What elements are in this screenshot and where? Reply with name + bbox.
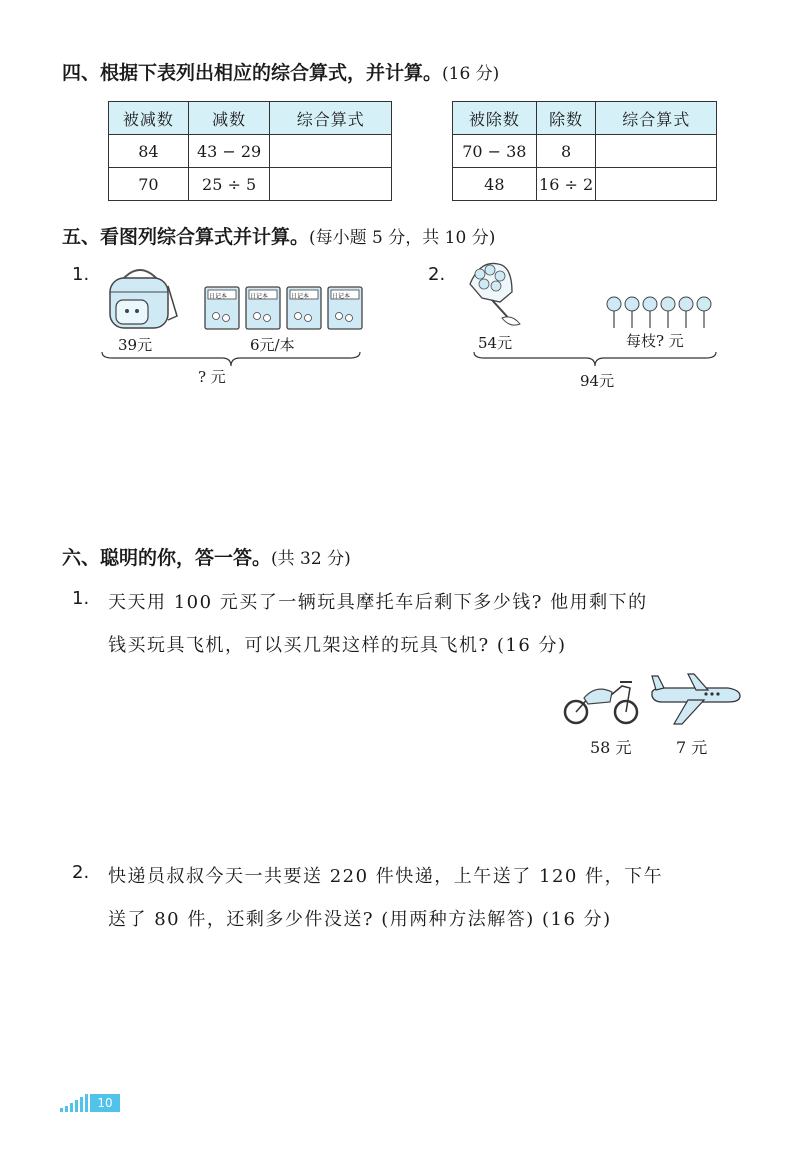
table-row [109,168,392,201]
table-header: 被减数 [109,102,189,135]
backpack-price: 39元 [118,336,153,354]
q5-1-total: ? 元 [198,368,226,386]
subtraction-table [108,101,392,201]
answer-cell[interactable] [270,168,392,201]
notebook-cover-label: 日记本 [209,293,228,300]
table-cell: 84 [109,135,189,168]
total-brace-icon [472,350,718,370]
section4-points: (16 分) [442,64,500,84]
table-cell: 48 [453,168,537,201]
table-header: 除数 [536,102,596,135]
page-bars-icon [60,1094,90,1112]
total-brace-icon [100,350,362,370]
q6-1-line1: 天天用 100 元买了一辆玩具摩托车后剩下多少钱? 他用剩下的 [108,592,648,613]
flower-price: 每枝? 元 [626,332,684,350]
division-table [452,101,717,201]
table-header: 综合算式 [596,102,717,135]
section4-heading [62,58,499,85]
table-row [453,135,717,168]
airplane-price: 7 元 [676,738,708,757]
answer-cell[interactable] [270,135,392,168]
answer-cell[interactable] [596,135,717,168]
section5-heading [62,222,495,249]
notebook-group [204,286,364,330]
q6-2-number: 2. [72,862,90,883]
motorcycle-price: 58 元 [590,738,632,757]
flowers-icon [604,294,716,330]
table-cell: 16 ÷ 2 [536,168,596,201]
motorcycle-icon [560,676,644,728]
notebook-cover-label: 日记本 [291,293,310,300]
section6-heading [62,543,351,570]
table-cell: 70 − 38 [453,135,537,168]
notebook-cover-label: 日记本 [332,293,351,300]
table-cell: 43 − 29 [188,135,270,168]
page-number: 10 [90,1094,120,1112]
backpack-icon [100,262,180,332]
section5-title: 五、看图列综合算式并计算。 [62,226,310,248]
q5-1-number: 1. [72,264,90,285]
answer-cell[interactable] [596,168,717,201]
table-header: 被除数 [453,102,537,135]
notebook-cover-label: 日记本 [250,293,269,300]
q6-1-number: 1. [72,588,90,609]
airplane-icon [648,670,744,726]
notebook-price: 6元/本 [250,336,295,354]
table-row [109,135,392,168]
q6-2-line1: 快递员叔叔今天一共要送 220 件快递，上午送了 120 件，下午 [108,866,664,887]
bouquet-price: 54元 [478,334,513,352]
q6-1-line2: 钱买玩具飞机，可以买几架这样的玩具飞机? (16 分) [108,635,567,656]
section6-title: 六、聪明的你，答一答。 [62,547,272,569]
table-cell: 70 [109,168,189,201]
section6-points: (共 32 分) [271,549,351,569]
q5-2-total: 94元 [580,372,615,390]
q6-2-line2: 送了 80 件，还剩多少件没送? (用两种方法解答) (16 分) [108,909,612,930]
section4-title: 四、根据下表列出相应的综合算式，并计算。 [62,62,443,84]
table-cell: 8 [536,135,596,168]
table-header: 减数 [188,102,270,135]
bouquet-icon [462,258,528,334]
table-cell: 25 ÷ 5 [188,168,270,201]
table-header: 综合算式 [270,102,392,135]
section5-points: (每小题 5 分，共 10 分) [309,228,496,248]
table-row [453,168,717,201]
q5-2-number: 2. [428,264,446,285]
